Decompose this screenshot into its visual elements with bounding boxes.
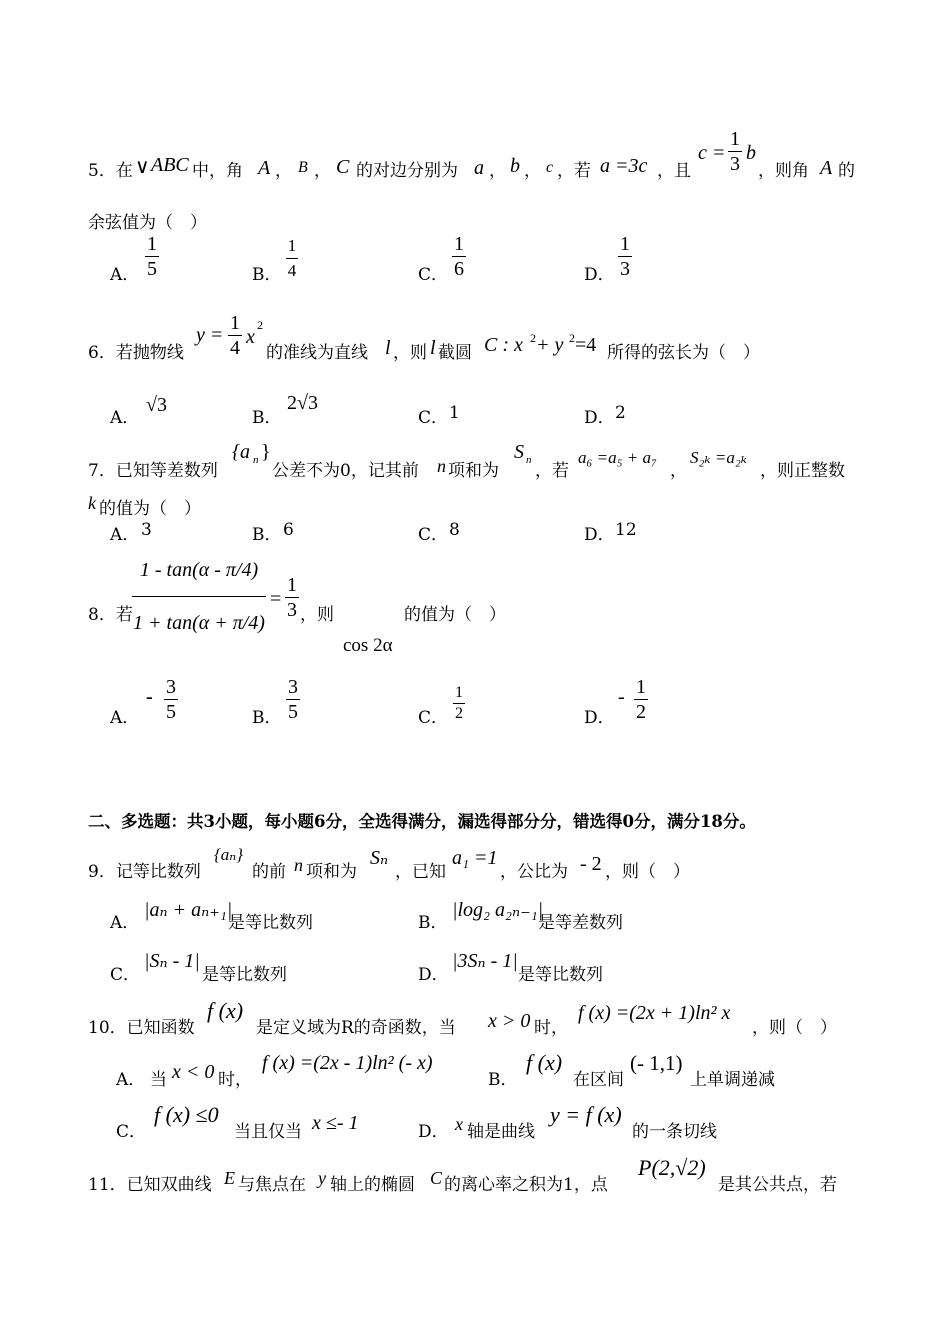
c-equals: c = bbox=[698, 142, 726, 164]
denominator: 5 bbox=[166, 701, 176, 723]
option-label: C． bbox=[418, 265, 449, 285]
q10-text: 是定义域为R的奇函数，当 bbox=[256, 1018, 456, 1038]
var-l: l bbox=[385, 337, 391, 359]
condition-1: a₆ =a₅ + a₇ bbox=[578, 448, 657, 467]
option-fraction bbox=[164, 676, 178, 723]
option-value: 3 bbox=[141, 520, 152, 540]
option-label: C． bbox=[418, 408, 449, 428]
comma: ， bbox=[314, 161, 331, 181]
option-expr: |3Sₙ - 1| bbox=[452, 950, 518, 972]
q5-text: 的对边分别为 bbox=[356, 161, 458, 181]
option-label: A． bbox=[110, 913, 140, 933]
option-text: 当 bbox=[150, 1070, 167, 1090]
option-label: B． bbox=[252, 265, 282, 285]
q5-text: ，且 bbox=[657, 161, 691, 181]
var-n: n bbox=[294, 855, 303, 875]
option-label: D． bbox=[584, 408, 615, 428]
condition-x: x ≤- 1 bbox=[312, 1112, 359, 1134]
option-fraction bbox=[453, 684, 465, 723]
option-label: A． bbox=[110, 265, 140, 285]
var-y: y bbox=[318, 1168, 326, 1188]
var-C: C bbox=[430, 1168, 443, 1188]
q7-text: ， bbox=[670, 461, 687, 481]
numerator: 1 bbox=[230, 312, 240, 334]
interval: (- 1,1) bbox=[630, 1051, 683, 1075]
q11-prefix: 11．已知双曲线 bbox=[88, 1175, 212, 1195]
option-label: A． bbox=[110, 408, 140, 428]
q9-text: 的前 bbox=[252, 862, 286, 882]
option-label: A． bbox=[116, 1070, 146, 1090]
denominator: 3 bbox=[620, 258, 630, 280]
var-l: l bbox=[430, 337, 436, 359]
option-value: 8 bbox=[449, 520, 460, 540]
option-label: B． bbox=[418, 913, 448, 933]
denominator: 2 bbox=[636, 701, 646, 723]
q7-line2: 的值为（ ） bbox=[99, 499, 201, 519]
q9-prefix: 9．记等比数列 bbox=[88, 862, 201, 882]
var-b: b bbox=[510, 155, 520, 177]
q9-text: ，公比为 bbox=[500, 862, 568, 882]
option-label: B． bbox=[252, 525, 282, 545]
numerator: 1 bbox=[147, 233, 157, 255]
option-value: √3 bbox=[146, 394, 167, 416]
section-heading: 二、多选题：共3小题，每小题6分，全选得满分，漏选得部分分，错选得0分，满分18分。 bbox=[88, 812, 756, 831]
option-text: 的一条切线 bbox=[632, 1122, 717, 1142]
option-fraction bbox=[634, 676, 648, 723]
q9-text: ，则（ ） bbox=[605, 862, 690, 882]
q9-text: ，已知 bbox=[395, 862, 446, 882]
q10-text: ，则（ ） bbox=[752, 1018, 837, 1038]
q11-text: 的离心率之积为1，点 bbox=[444, 1175, 608, 1195]
option-value: 6 bbox=[283, 520, 294, 540]
option-value: 2 bbox=[615, 403, 626, 423]
circle-eq: + y bbox=[536, 334, 564, 356]
q11-text: 轴上的椭圆 bbox=[330, 1175, 415, 1195]
fraction-one-third bbox=[728, 128, 742, 175]
numerator: 1 bbox=[455, 684, 463, 701]
denominator: 2 bbox=[455, 705, 463, 722]
q8-prefix: 8．若 bbox=[88, 605, 133, 625]
q10-text: 时， bbox=[534, 1018, 568, 1038]
q5-text: 的 bbox=[838, 161, 855, 181]
exponent: 2 bbox=[530, 331, 536, 345]
option-label: A． bbox=[110, 525, 140, 545]
option-label: B． bbox=[252, 708, 282, 728]
option-label: D． bbox=[418, 965, 449, 985]
numerator: 1 bbox=[454, 233, 464, 255]
option-text: 是等比数列 bbox=[228, 913, 313, 933]
option-label: D． bbox=[584, 265, 615, 285]
option-expr: y = f (x) bbox=[550, 1102, 622, 1127]
option-value: 12 bbox=[615, 520, 637, 540]
q5-text: 中，角 bbox=[192, 161, 243, 181]
var-A: A bbox=[820, 157, 833, 179]
option-expr: |aₙ + aₙ₊₁| bbox=[144, 899, 233, 921]
big-denominator: 1 + tan(α + π/4) bbox=[133, 612, 265, 634]
brace: } bbox=[261, 441, 271, 463]
option-value: 1 bbox=[449, 403, 460, 423]
exponent: 2 bbox=[257, 318, 263, 332]
option-expr: |Sₙ - 1| bbox=[144, 950, 200, 972]
option-text: 时， bbox=[218, 1070, 252, 1090]
q7-text: 公差不为0，记其前 bbox=[272, 461, 419, 481]
var-x: x bbox=[455, 1114, 463, 1134]
subscript-n: n bbox=[253, 454, 259, 466]
option-text: 上单调递减 bbox=[690, 1070, 775, 1090]
a1-equals: a₁ =1 bbox=[452, 847, 498, 869]
numerator: 1 bbox=[730, 128, 740, 150]
comma: ， bbox=[524, 161, 541, 181]
var-B: B bbox=[298, 159, 308, 176]
q7-text: ，若 bbox=[535, 461, 569, 481]
var-S: S bbox=[514, 441, 524, 463]
q8-text: 的值为（ ） bbox=[404, 605, 506, 625]
triangle-abc: ABC bbox=[151, 154, 189, 176]
var-x: x bbox=[246, 326, 255, 348]
numerator: 1 bbox=[636, 676, 646, 698]
q6-text: ，则 bbox=[393, 343, 427, 363]
var-A: A bbox=[258, 157, 271, 179]
var-C: C bbox=[336, 156, 350, 178]
var-E: E bbox=[224, 1168, 235, 1188]
condition-2: S₂ₖ =a₂ₖ bbox=[690, 448, 747, 467]
option-label: D． bbox=[584, 708, 615, 728]
option-label: B． bbox=[252, 408, 282, 428]
q5-text: ，则角 bbox=[758, 161, 809, 181]
equals: = bbox=[270, 588, 282, 610]
q10-prefix: 10．已知函数 bbox=[88, 1018, 195, 1038]
point-P: P(2,√2) bbox=[638, 1155, 706, 1180]
numerator: 1 bbox=[620, 233, 630, 255]
option-expr: |log₂ a₂ₙ₋₁| bbox=[452, 899, 544, 921]
big-fraction bbox=[132, 545, 266, 648]
q6-text: 截圆 bbox=[438, 343, 472, 363]
q7-text: ，则正整数 bbox=[760, 461, 845, 481]
option-fraction bbox=[145, 233, 159, 280]
q6-prefix: 6．若抛物线 bbox=[88, 343, 184, 363]
triangle-symbol: ∨ bbox=[135, 156, 150, 178]
denominator: 6 bbox=[454, 258, 464, 280]
option-text: 轴是曲线 bbox=[467, 1122, 535, 1142]
option-text: 是等比数列 bbox=[202, 965, 287, 985]
comma: ， bbox=[275, 161, 292, 181]
condition-x-negative: x < 0 bbox=[172, 1061, 215, 1083]
q6-text: 所得的弦长为（ ） bbox=[607, 343, 760, 363]
q11-text: 与焦点在 bbox=[238, 1175, 306, 1195]
fraction-rhs bbox=[285, 574, 299, 621]
option-fraction bbox=[618, 233, 632, 280]
option-label: B． bbox=[488, 1070, 518, 1090]
option-fraction bbox=[452, 233, 466, 280]
q5-text: ，若 bbox=[557, 161, 591, 181]
option-expr: f (x) =(2x - 1)ln² (- x) bbox=[262, 1052, 433, 1074]
option-label: D． bbox=[584, 525, 615, 545]
var-k: k bbox=[88, 493, 96, 513]
q5-prefix: 5．在 bbox=[88, 161, 133, 181]
denominator: 5 bbox=[288, 701, 298, 723]
circle-eq: C : x bbox=[484, 334, 523, 356]
big-numerator: 1 - tan(α - π/4) bbox=[139, 559, 259, 581]
circle-eq: =4 bbox=[575, 334, 597, 356]
var-a: a bbox=[474, 157, 484, 179]
q8-text: ，则 bbox=[300, 605, 334, 625]
condition-x-positive: x > 0 bbox=[488, 1010, 531, 1032]
q7-prefix: 7．已知等差数列 bbox=[88, 461, 218, 481]
exponent: 2 bbox=[569, 331, 575, 345]
var-n: n bbox=[437, 456, 446, 476]
option-text: 当且仅当 bbox=[234, 1122, 302, 1142]
minus-sign: - bbox=[146, 686, 153, 708]
equation-a-3c: a =3c bbox=[600, 155, 648, 177]
q5-line2: 余弦值为（ ） bbox=[88, 213, 207, 233]
denominator: 4 bbox=[287, 261, 297, 280]
minus-sign: - bbox=[618, 686, 625, 708]
option-label: C． bbox=[418, 708, 449, 728]
q7-text: 项和为 bbox=[448, 461, 499, 481]
f-definition: f (x) =(2x + 1)ln² x bbox=[578, 1002, 731, 1024]
var-c: c bbox=[546, 159, 554, 176]
option-label: C． bbox=[116, 1122, 147, 1142]
q11-text: 是其公共点，若 bbox=[718, 1175, 837, 1195]
subscript-n: n bbox=[526, 454, 532, 466]
option-label: D． bbox=[418, 1122, 449, 1142]
option-expr: f (x) ≤0 bbox=[154, 1102, 219, 1127]
fraction-one-fourth bbox=[228, 312, 242, 359]
ratio: - 2 bbox=[580, 853, 602, 875]
option-text: 是等差数列 bbox=[538, 913, 623, 933]
option-label: C． bbox=[418, 525, 449, 545]
numerator: 1 bbox=[287, 574, 297, 596]
denominator: 3 bbox=[730, 153, 740, 175]
numerator: 1 bbox=[287, 236, 297, 255]
denominator: 5 bbox=[147, 258, 157, 280]
f-of-x: f (x) bbox=[207, 998, 244, 1023]
option-fraction bbox=[286, 676, 300, 723]
numerator: 3 bbox=[288, 676, 298, 698]
denominator: 3 bbox=[287, 599, 297, 621]
numerator: 3 bbox=[166, 676, 176, 698]
var-b: b bbox=[746, 142, 756, 164]
sequence-a: {aₙ} bbox=[214, 845, 243, 864]
option-label: A． bbox=[110, 708, 140, 728]
q6-text: 的准线为直线 bbox=[266, 343, 368, 363]
var-S: Sₙ bbox=[370, 847, 389, 869]
denominator: 4 bbox=[230, 337, 240, 359]
comma: ， bbox=[489, 161, 506, 181]
cos-2alpha: cos 2α bbox=[343, 635, 393, 656]
option-expr: f (x) bbox=[526, 1050, 563, 1075]
option-value: 2√3 bbox=[287, 392, 318, 414]
option-fraction bbox=[286, 235, 298, 282]
y-equals: y = bbox=[196, 324, 224, 346]
option-text: 在区间 bbox=[573, 1070, 624, 1090]
option-text: 是等比数列 bbox=[518, 965, 603, 985]
option-label: C． bbox=[110, 965, 141, 985]
q9-text: 项和为 bbox=[306, 862, 357, 882]
sequence-a: {a bbox=[232, 441, 250, 463]
